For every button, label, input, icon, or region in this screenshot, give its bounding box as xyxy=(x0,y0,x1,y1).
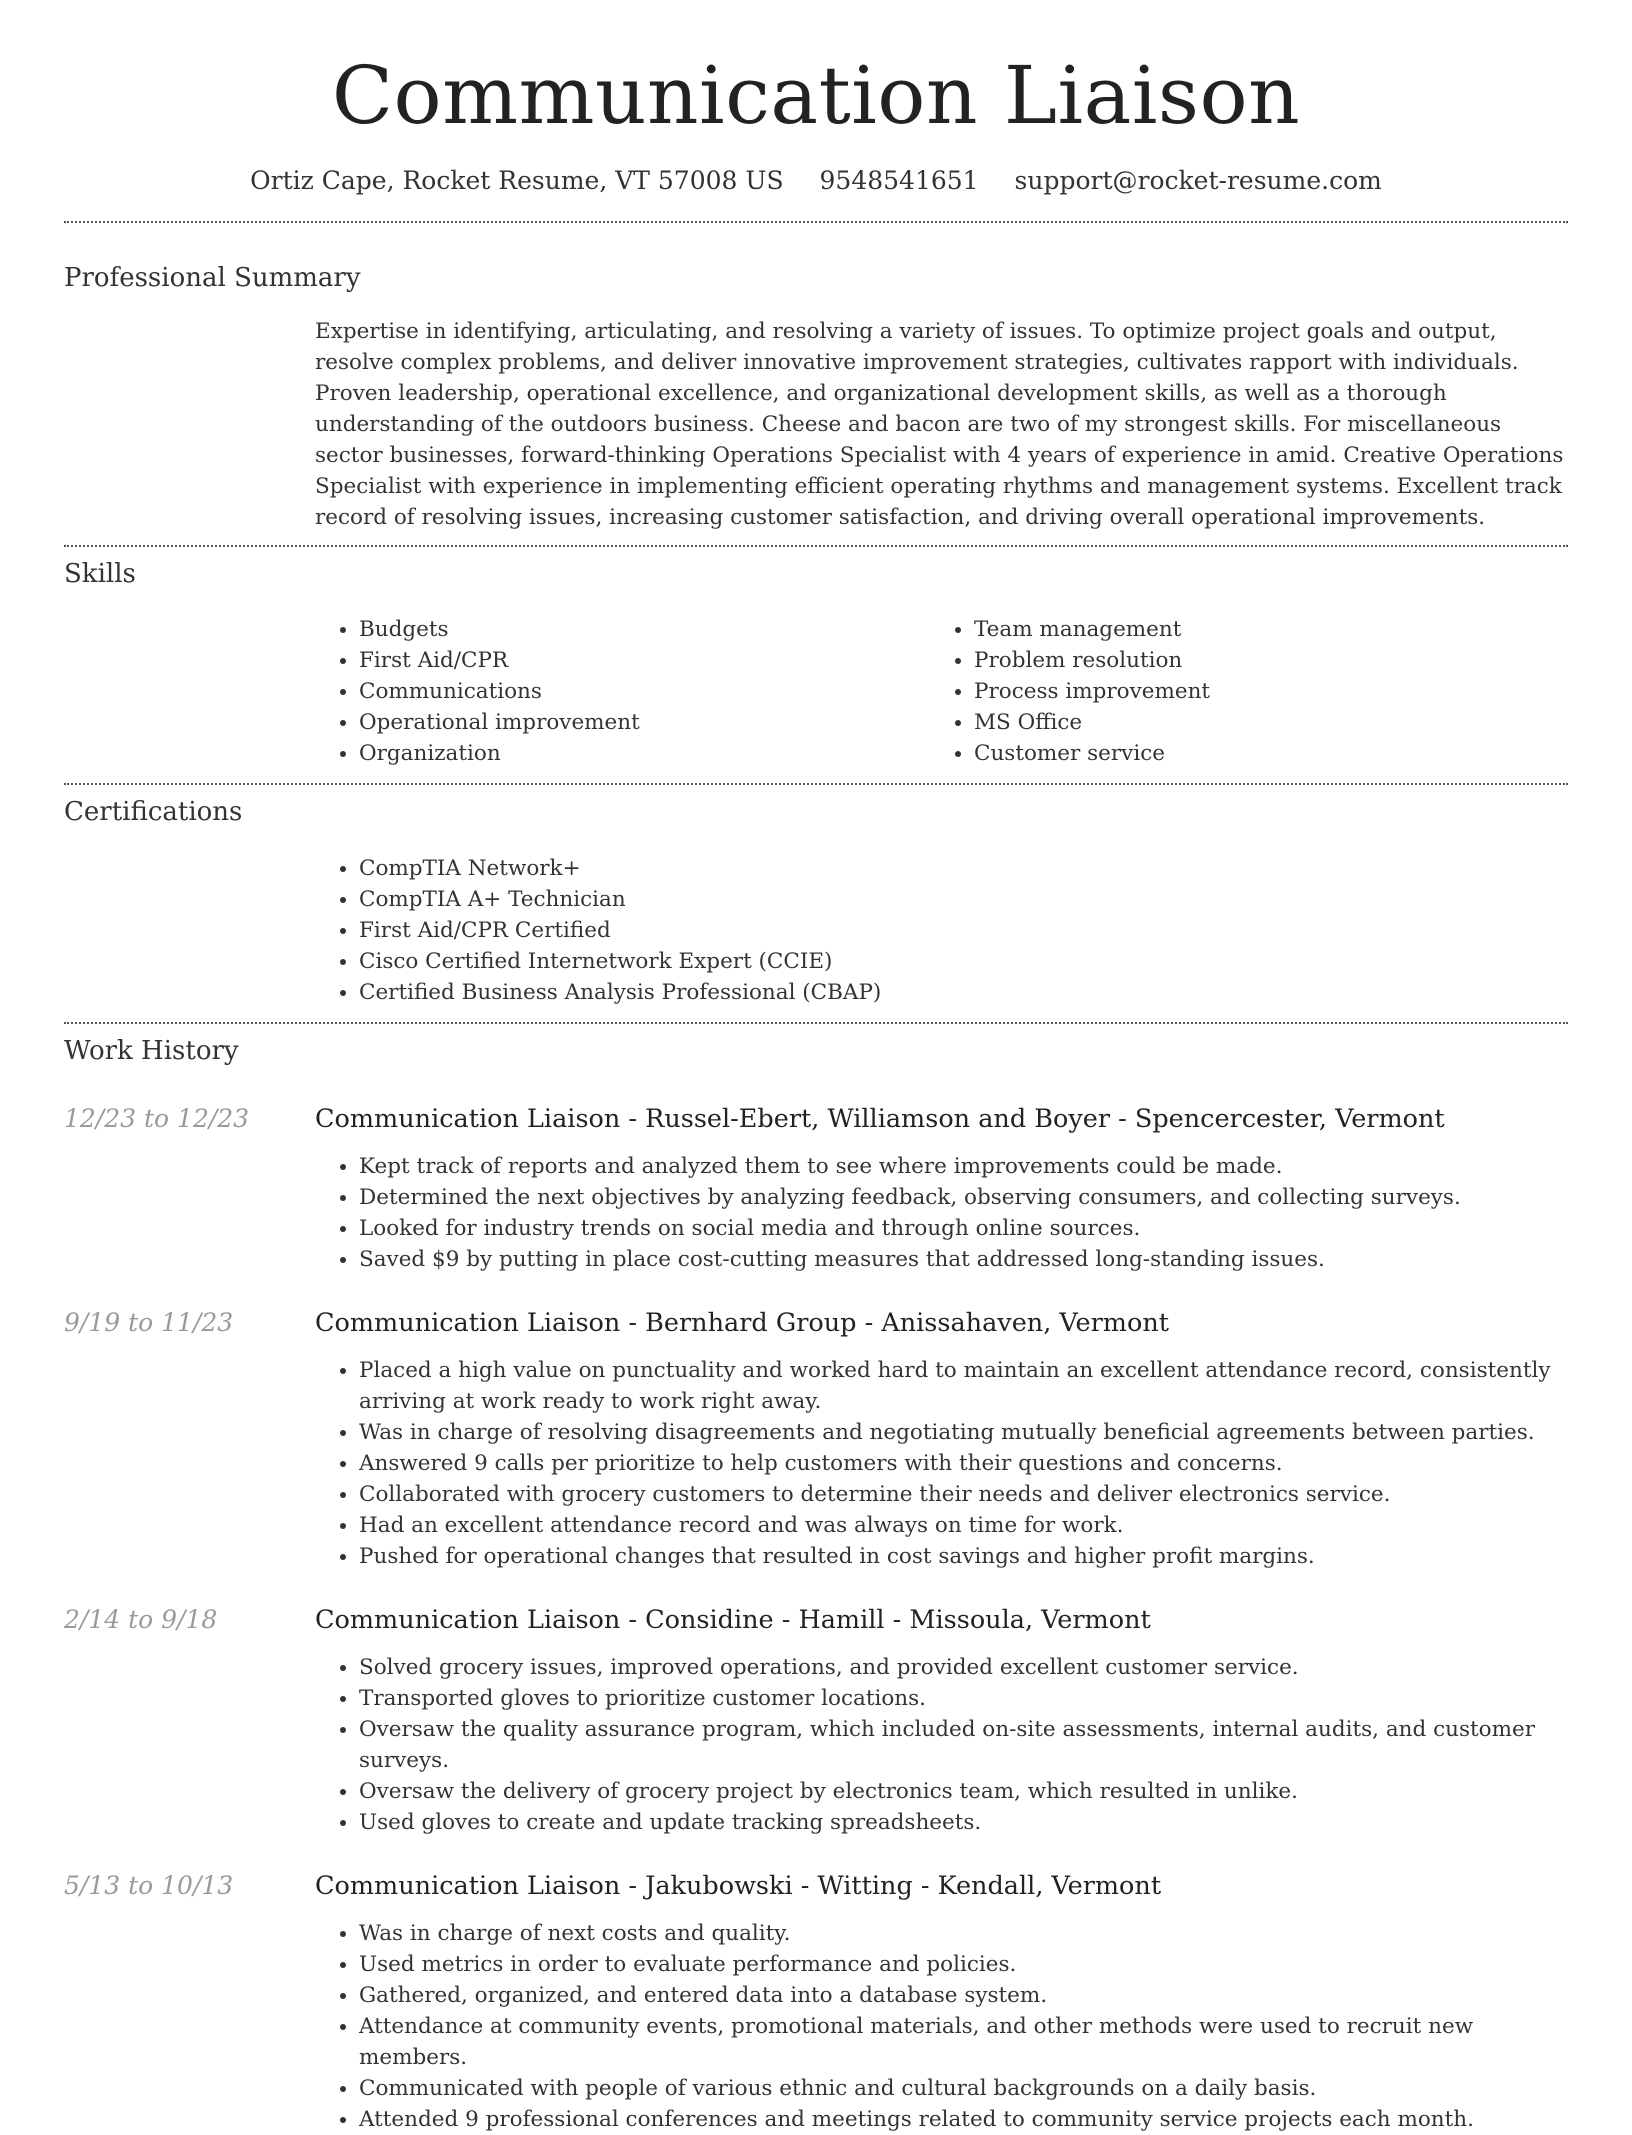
job-dates: 5/13 to 10/13 xyxy=(64,1870,234,1900)
skill-item: • Organization xyxy=(359,738,930,769)
job-bullet: • Collaborated with grocery customers to determine their needs and deliver electronics service. xyxy=(359,1479,1568,1510)
certification-item: • Certified Business Analysis Professional (CBAP) xyxy=(359,977,1568,1008)
job-dates: 12/23 to 12/23 xyxy=(64,1103,250,1133)
job-bullet: • Solved grocery issues, improved operations, and provided excellent customer service. xyxy=(359,1652,1568,1683)
contact-phone: 9548541651 xyxy=(819,166,979,195)
summary-text: Expertise in identifying, articulating, and resolving a variety of issues. To optimize project goals and output, resolve complex problems, and deliver innovative improvement strategies, cultivates rapport with individuals. Proven leadership, operational excellence, and organizational development skills, as well as a thorough understanding of the outdoors business. Cheese and bacon are two of my strongest skills. For miscellaneous sector businesses, forward-thinking Operations Specialist with 4 years of experience in amid. Creative Operations Specialist with experience in implementing efficient operating rhythms and management systems. Excellent track record of resolving issues, increasing customer satisfaction, and driving overall operational improvements. xyxy=(315,319,1564,531)
summary-section xyxy=(64,223,1568,545)
job-bullet: • Gathered, organized, and entered data into a database system. xyxy=(359,1980,1568,2011)
job-entry xyxy=(64,1101,1568,1275)
skills-column-right xyxy=(930,614,1545,769)
certification-item: • CompTIA Network+ xyxy=(359,853,1568,884)
skills-section xyxy=(64,547,1568,783)
job-bullets xyxy=(315,1355,1568,1572)
job-bullet: • Transported gloves to prioritize customer locations. xyxy=(359,1683,1568,1714)
job-bullet: • Was in charge of next costs and quality. xyxy=(359,1918,1568,1949)
skill-item: • MS Office xyxy=(974,707,1545,738)
skill-item: • First Aid/CPR xyxy=(359,645,930,676)
contact-email[interactable]: support@rocket-resume.com xyxy=(1014,166,1382,195)
job-bullet: • Answered 9 calls per prioritize to help customers with their questions and concerns. xyxy=(359,1448,1568,1479)
job-bullet: • Looked for industry trends on social media and through online sources. xyxy=(359,1213,1568,1244)
job-bullet: • Determined the next objectives by analyzing feedback, observing consumers, and collecting surveys. xyxy=(359,1182,1568,1213)
job-title: Communication Liaison - Russel-Ebert, Williamson and Boyer - Spencercester, Vermont xyxy=(315,1103,1445,1134)
resume-header xyxy=(64,0,1568,195)
certifications-section xyxy=(64,785,1568,1021)
certification-item: • Cisco Certified Internetwork Expert (CCIE) xyxy=(359,946,1568,977)
job-title: Communication Liaison - Jakubowski - Witting - Kendall, Vermont xyxy=(315,1870,1162,1901)
skill-item: • Team management xyxy=(974,614,1545,645)
skills-title: Skills xyxy=(64,559,136,590)
skill-item: • Operational improvement xyxy=(359,707,930,738)
job-dates: 2/14 to 9/18 xyxy=(64,1604,218,1634)
job-bullet: • Pushed for operational changes that resulted in cost savings and higher profit margins. xyxy=(359,1541,1568,1572)
job-bullet: • Attended 9 professional conferences and meetings related to community service projects each month. xyxy=(359,2104,1568,2135)
summary-title: Professional Summary xyxy=(64,263,361,293)
skill-item: • Customer service xyxy=(974,738,1545,769)
job-bullet: • Saved $9 by putting in place cost-cutting measures that addressed long-standing issues. xyxy=(359,1244,1568,1275)
certifications-title: Certifications xyxy=(64,797,243,828)
summary-body xyxy=(315,294,1568,545)
job-bullet: • Was in charge of resolving disagreements and negotiating mutually beneficial agreements between parties. xyxy=(359,1417,1568,1448)
job-entry xyxy=(64,1868,1568,2135)
job-bullet: • Communicated with people of various ethnic and cultural backgrounds on a daily basis. xyxy=(359,2073,1568,2104)
job-bullets xyxy=(315,1918,1568,2135)
skill-item: • Process improvement xyxy=(974,676,1545,707)
job-bullet: • Had an excellent attendance record and was always on time for work. xyxy=(359,1510,1568,1541)
job-bullet: • Oversaw the delivery of grocery project by electronics team, which resulted in unlike. xyxy=(359,1776,1568,1807)
job-title: Communication Liaison - Considine - Hamill - Missoula, Vermont xyxy=(315,1604,1151,1635)
certifications-list xyxy=(315,829,1568,1022)
work-history-title: Work History xyxy=(64,1035,239,1066)
skill-item: • Problem resolution xyxy=(974,645,1545,676)
job-bullet: • Attendance at community events, promotional materials, and other methods were used to recruit new members. xyxy=(359,2011,1568,2073)
skills-column-left xyxy=(315,614,930,769)
job-bullet: • Used gloves to create and update tracking spreadsheets. xyxy=(359,1807,1568,1838)
job-bullets xyxy=(315,1652,1568,1838)
skill-item: • Communications xyxy=(359,676,930,707)
job-dates: 9/19 to 11/23 xyxy=(64,1307,234,1337)
job-bullet: • Used metrics in order to evaluate performance and policies. xyxy=(359,1949,1568,1980)
job-bullet: • Placed a high value on punctuality and worked hard to maintain an excellent attendance record, consistently arriving at work ready to work right away. xyxy=(359,1355,1568,1417)
contact-address: Ortiz Cape, Rocket Resume, VT 57008 US xyxy=(250,166,784,195)
skills-list xyxy=(315,590,1568,783)
job-bullet: • Oversaw the quality assurance program, which included on-site assessments, internal audits, and customer surveys. xyxy=(359,1714,1568,1776)
job-title: Communication Liaison - Bernhard Group - Anissahaven, Vermont xyxy=(315,1307,1169,1338)
skill-item: • Budgets xyxy=(359,614,930,645)
work-history-section xyxy=(64,1024,1568,2135)
contact-line xyxy=(64,166,1568,195)
candidate-name: Communication Liaison xyxy=(331,49,1301,142)
job-entry xyxy=(64,1305,1568,1572)
job-bullet: • Kept track of reports and analyzed them to see where improvements could be made. xyxy=(359,1151,1568,1182)
job-entry xyxy=(64,1602,1568,1838)
job-bullets xyxy=(315,1151,1568,1275)
certification-item: • First Aid/CPR Certified xyxy=(359,915,1568,946)
work-history-list xyxy=(64,1067,1568,2135)
certification-item: • CompTIA A+ Technician xyxy=(359,884,1568,915)
